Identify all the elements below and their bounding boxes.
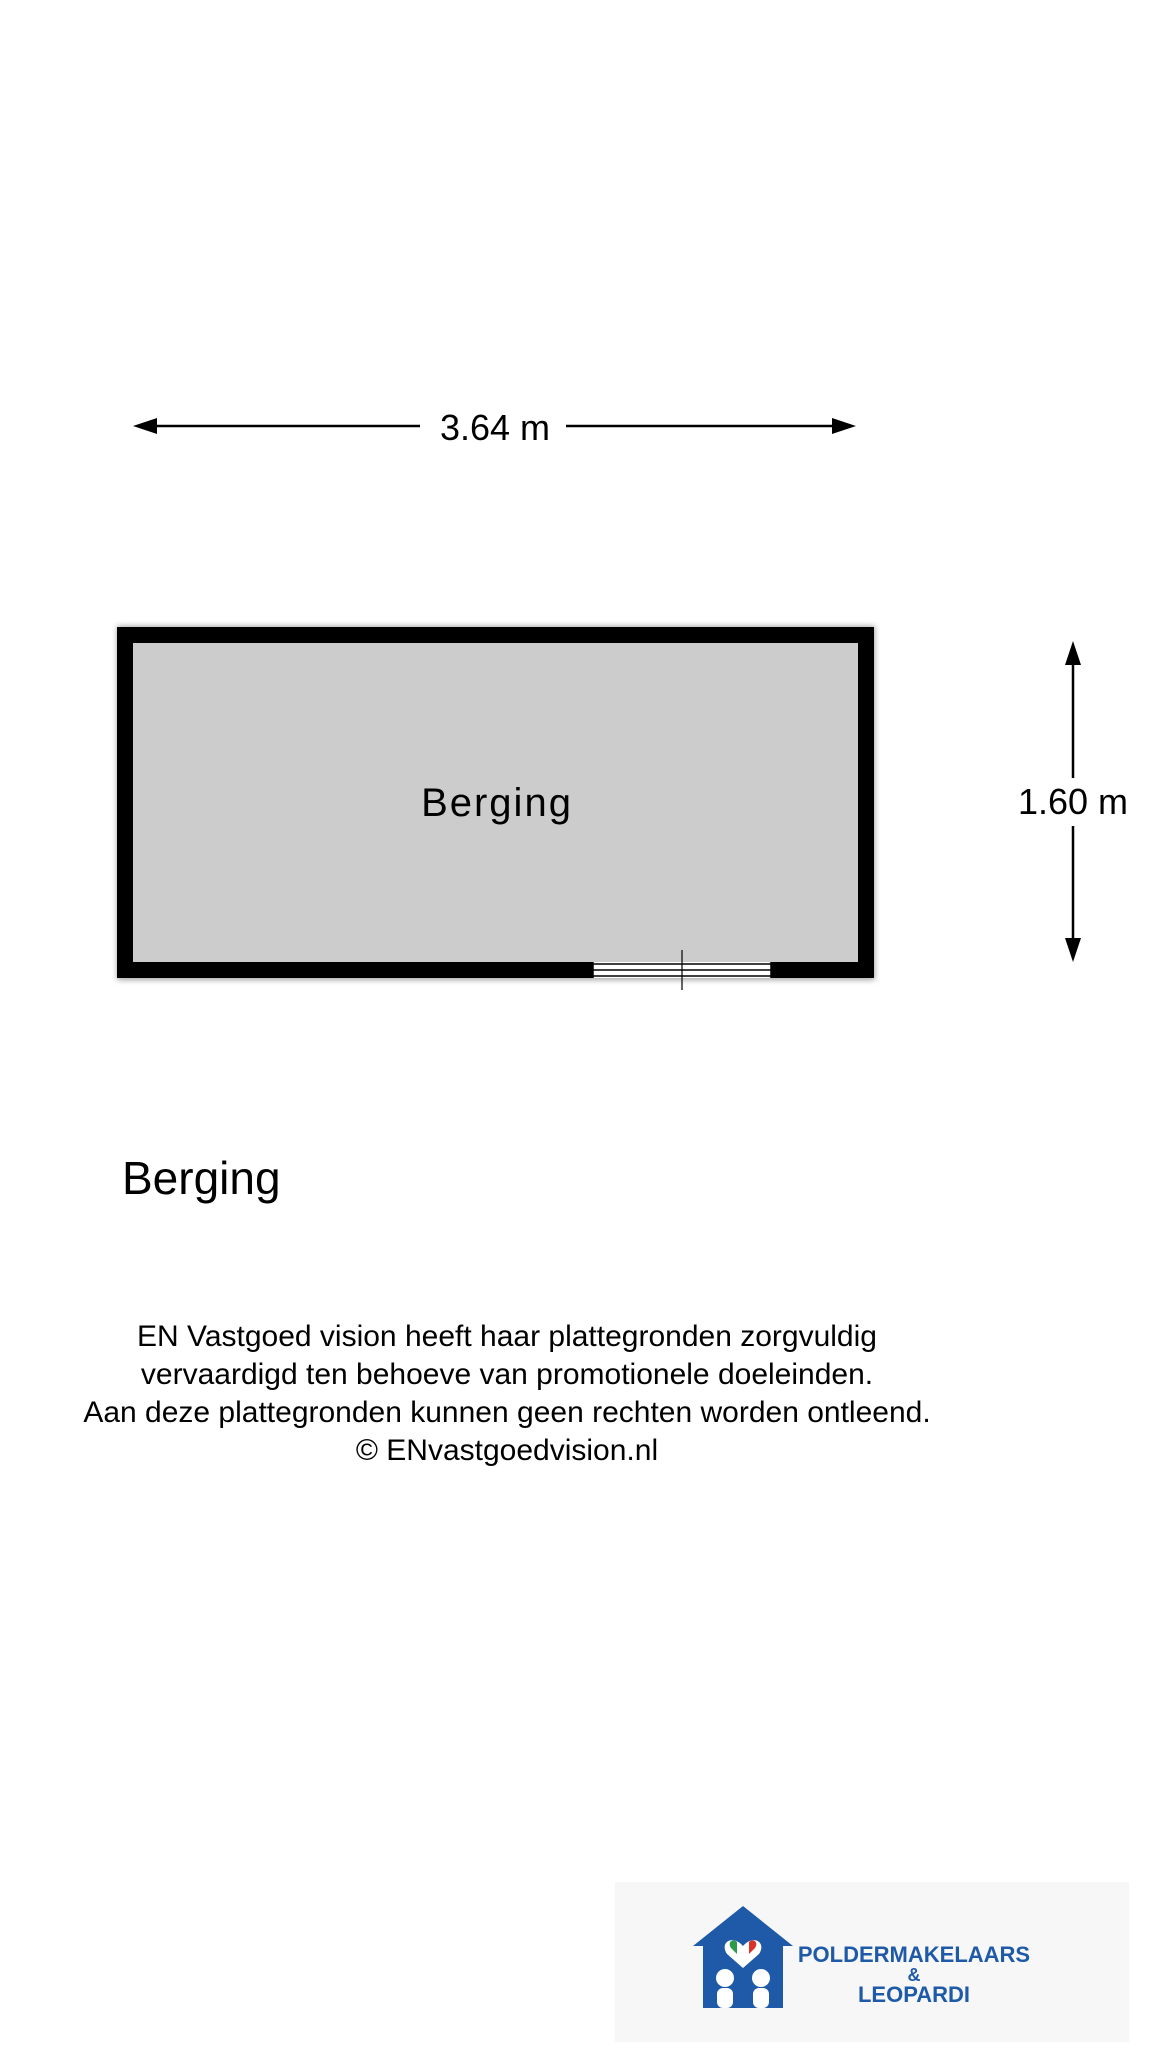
agency-logo — [615, 1882, 1129, 2042]
width-dimension-label: 3.64 m — [439, 407, 551, 448]
disclaimer-line: Aan deze plattegronden kunnen geen rechten worden ontleend. — [83, 1396, 931, 1429]
room-label: Berging — [421, 781, 573, 825]
floor-title: Berging — [122, 1152, 281, 1204]
house-heart-icon — [693, 1902, 793, 2012]
arrow-right-icon — [832, 418, 856, 434]
agency-name: POLDERMAKELAARS & LEOPARDI — [797, 1942, 1031, 2007]
disclaimer-line: vervaardigd ten behoeve van promotionele doeleinden. — [140, 1358, 874, 1391]
disclaimer-line: EN Vastgoed vision heeft haar plattegronden zorgvuldig — [137, 1320, 877, 1353]
arrow-left-icon — [133, 418, 157, 434]
depth-dimension-label: 1.60 m — [1017, 781, 1129, 822]
arrow-up-icon — [1065, 641, 1081, 665]
disclaimer — [0, 1318, 1014, 1470]
arrow-down-icon — [1065, 938, 1081, 962]
copyright-line: © ENvastgoedvision.nl — [355, 1434, 659, 1467]
